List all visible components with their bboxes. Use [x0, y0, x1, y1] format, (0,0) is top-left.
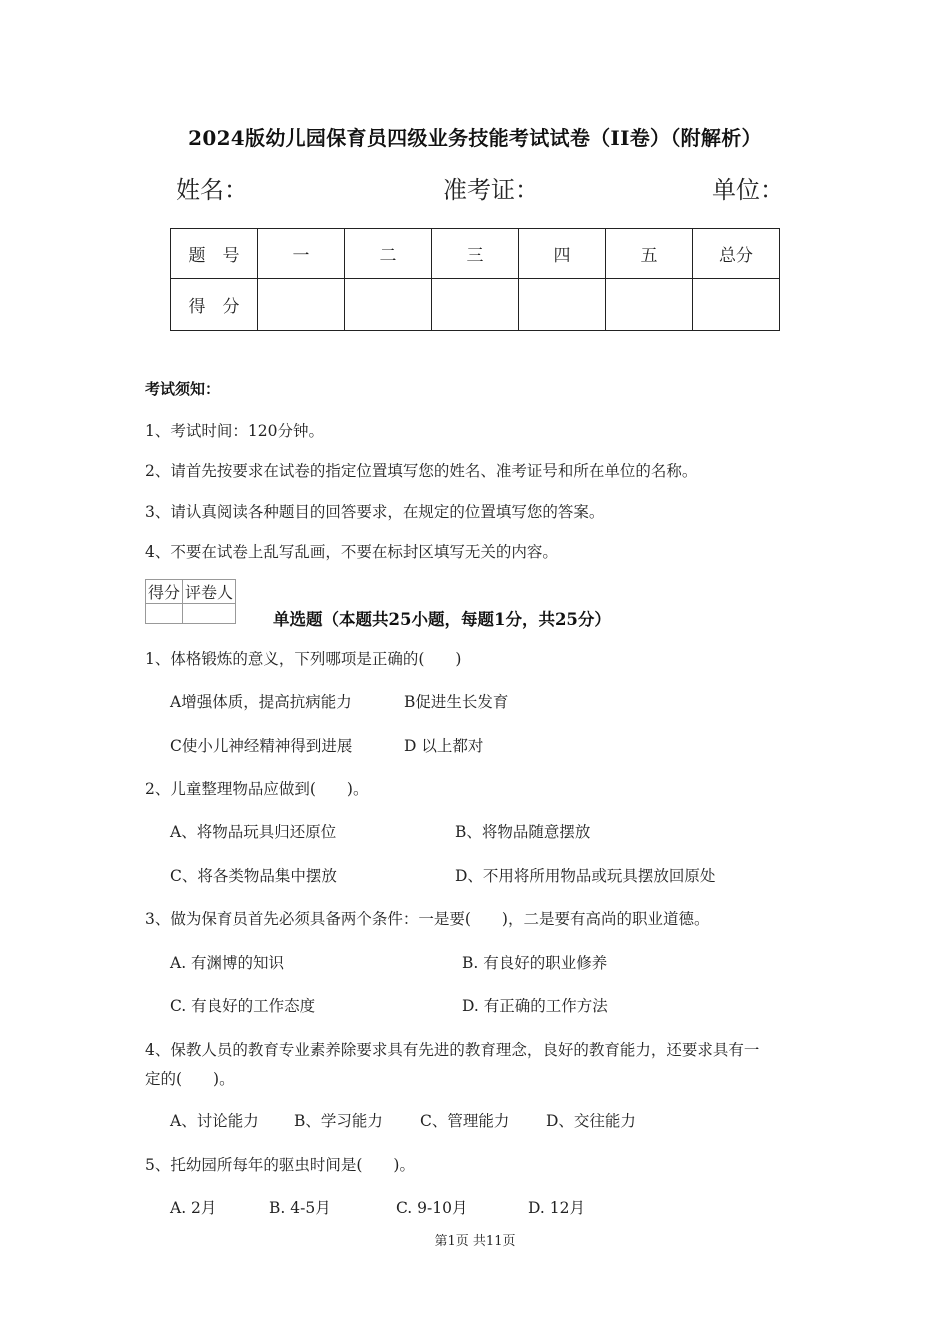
score-header-cell: 五 — [606, 229, 693, 279]
grader-box — [145, 579, 236, 624]
question-option: C使小儿神经精神得到进展 — [170, 737, 353, 755]
score-table — [170, 228, 780, 331]
score-table-header-row — [171, 229, 780, 279]
score-header-cell: 三 — [432, 229, 519, 279]
page-footer: 第1页 共11页 — [434, 1234, 516, 1249]
question-stem: 1、体格锻炼的意义，下列哪项是正确的( ) — [145, 650, 462, 668]
score-table-score-row — [171, 279, 780, 331]
unit-field-label: 单位： — [712, 176, 784, 204]
score-cell[interactable] — [519, 279, 606, 331]
grader-reviewer-cell[interactable] — [183, 604, 236, 624]
question-option: D、不用将所用物品或玩具摆放回原处 — [455, 867, 716, 885]
score-header-cell: 二 — [345, 229, 432, 279]
question-stem: 5、托幼园所每年的驱虫时间是( )。 — [145, 1156, 415, 1174]
question-option: C. 9-10月 — [396, 1199, 468, 1217]
question-option: B、将物品随意摆放 — [455, 823, 591, 841]
score-cell[interactable] — [345, 279, 432, 331]
score-header-cell: 四 — [519, 229, 606, 279]
question-option: B. 有良好的职业修养 — [462, 954, 608, 972]
question-option: B. 4-5月 — [269, 1199, 331, 1217]
question-option: C. 有良好的工作态度 — [170, 997, 316, 1015]
question-option: D、交往能力 — [546, 1112, 636, 1130]
question-option: B促进生长发育 — [404, 693, 509, 711]
question-option: D. 有正确的工作方法 — [462, 997, 608, 1015]
question-option: A. 有渊博的知识 — [170, 954, 285, 972]
score-cell[interactable] — [432, 279, 519, 331]
exam-title: 2024版幼儿园保育员四级业务技能考试试卷（II卷）（附解析） — [188, 126, 762, 150]
question-option: A、将物品玩具归还原位 — [170, 823, 337, 841]
score-row-label: 得 分 — [171, 279, 258, 331]
notice-item: 4、不要在试卷上乱写乱画，不要在标封区填写无关的内容。 — [145, 543, 558, 561]
score-header-cell: 总分 — [693, 229, 780, 279]
question-stem-continued: 定的( )。 — [145, 1070, 235, 1088]
grader-score-label: 得分 — [146, 580, 183, 604]
question-stem: 2、儿童整理物品应做到( )。 — [145, 780, 369, 798]
grader-reviewer-label: 评卷人 — [183, 580, 236, 604]
notice-item: 3、请认真阅读各种题目的回答要求，在规定的位置填写您的答案。 — [145, 503, 605, 521]
score-cell[interactable] — [693, 279, 780, 331]
exam-id-field-label: 准考证： — [443, 176, 539, 204]
question-option: B、学习能力 — [294, 1112, 383, 1130]
question-option: A. 2月 — [170, 1199, 217, 1217]
question-stem: 3、做为保育员首先必须具备两个条件：一是要( )，二是要有高尚的职业道德。 — [145, 910, 710, 928]
question-stem: 4、保教人员的教育专业素养除要求具有先进的教育理念，良好的教育能力，还要求具有一 — [145, 1041, 760, 1059]
score-cell[interactable] — [606, 279, 693, 331]
name-field-label: 姓名： — [176, 176, 248, 204]
score-header-cell: 题 号 — [171, 229, 258, 279]
question-option: A增强体质，提高抗病能力 — [170, 693, 352, 711]
question-option: C、管理能力 — [420, 1112, 510, 1130]
notice-heading: 考试须知： — [145, 380, 221, 398]
notice-item: 2、请首先按要求在试卷的指定位置填写您的姓名、准考证号和所在单位的名称。 — [145, 462, 698, 480]
grader-score-cell[interactable] — [146, 604, 183, 624]
question-option: C、将各类物品集中摆放 — [170, 867, 337, 885]
notice-item: 1、考试时间：120分钟。 — [145, 422, 324, 440]
score-cell[interactable] — [258, 279, 345, 331]
score-header-cell: 一 — [258, 229, 345, 279]
question-option: A、讨论能力 — [170, 1112, 259, 1130]
question-option: D 以上都对 — [404, 737, 484, 755]
section-title: 单选题（本题共25小题，每题1分，共25分） — [273, 610, 611, 629]
question-option: D. 12月 — [528, 1199, 585, 1217]
